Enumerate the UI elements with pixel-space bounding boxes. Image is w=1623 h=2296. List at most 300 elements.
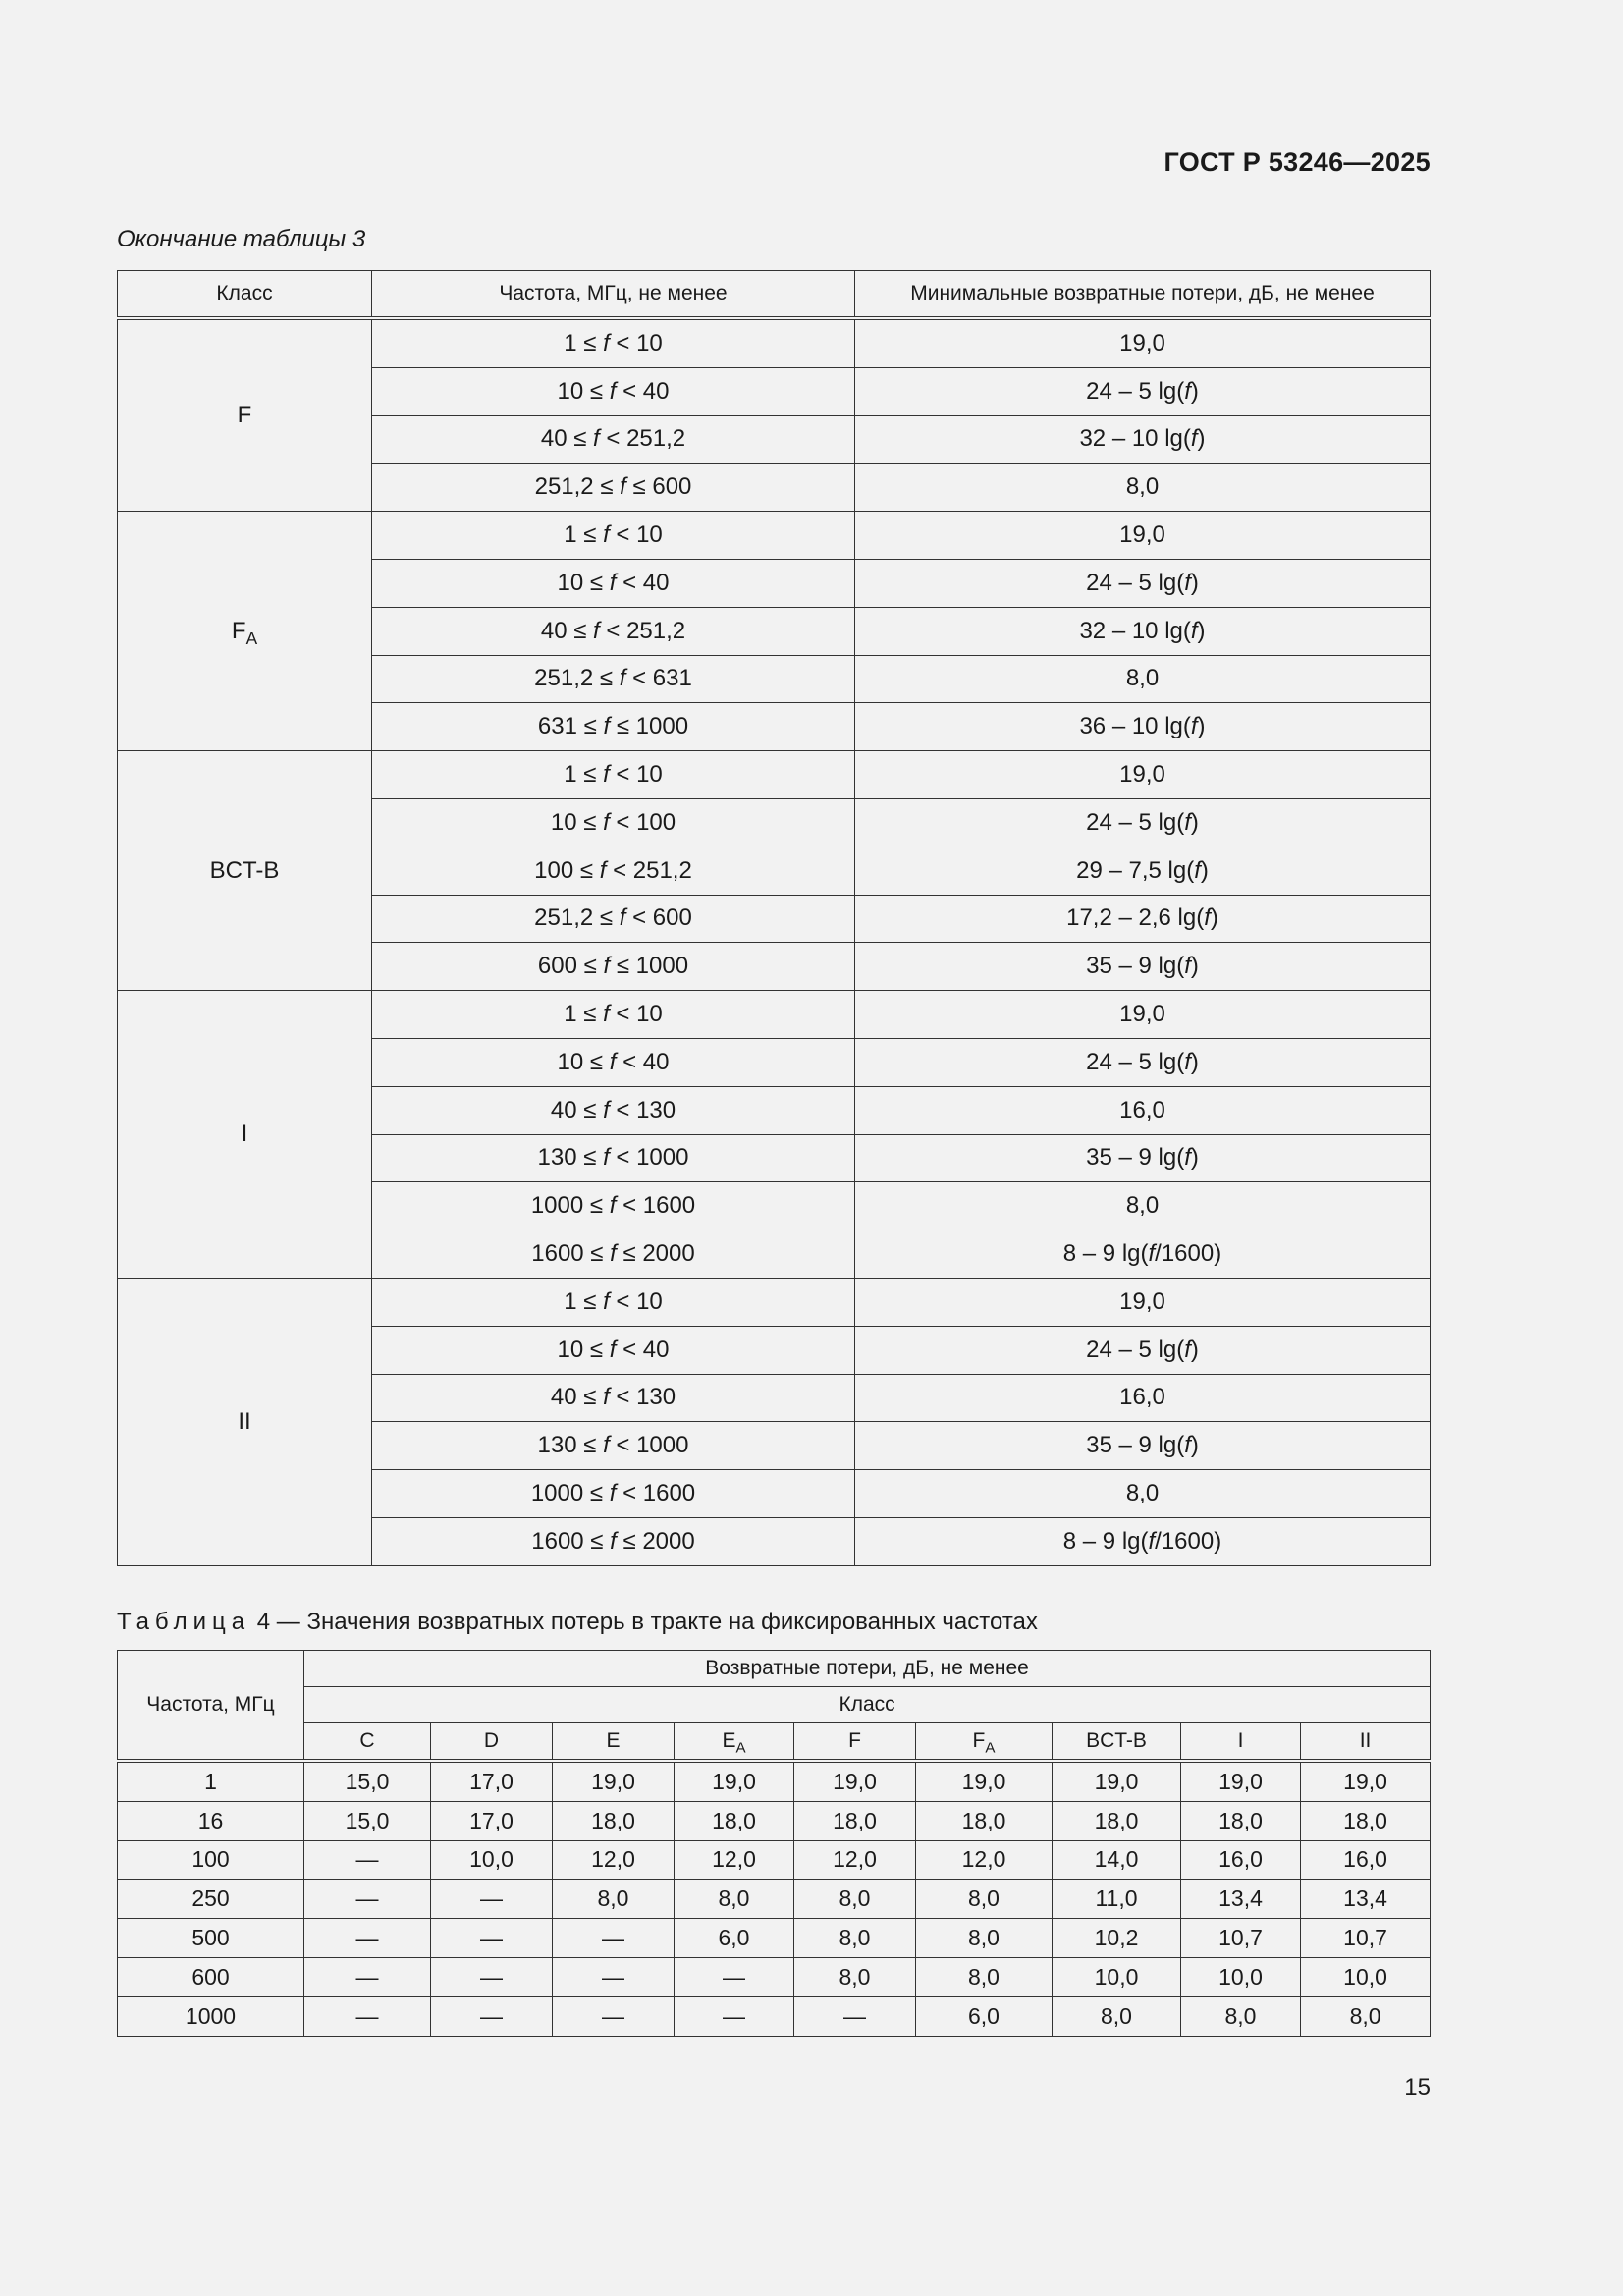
return-loss-cell [855, 847, 1431, 895]
table3-row [118, 991, 1431, 1039]
loss-prefix: 35 – 9 lg( [1086, 1144, 1185, 1172]
loss-prefix: 19,0 [1119, 329, 1165, 356]
table4-value-cell: 18,0 [916, 1801, 1053, 1840]
range-prefix: 130 ≤ [537, 1144, 604, 1172]
table4-value-cell: 19,0 [1301, 1761, 1431, 1801]
return-loss-cell [855, 464, 1431, 512]
class-name: II [238, 1407, 251, 1435]
frequency-range-cell [372, 1422, 855, 1470]
loss-variable: f [1184, 377, 1191, 405]
class-subscript: A [985, 1739, 996, 1757]
document-code: ГОСТ Р 53246—2025 [1163, 147, 1431, 177]
table3-header-frequency: Частота, МГц, не менее [372, 271, 855, 319]
table4-frequency-cell: 1 [118, 1761, 304, 1801]
table4-header-class: Класс [304, 1687, 1431, 1723]
table4 [117, 1650, 1431, 2037]
class-name: I [1237, 1729, 1244, 1752]
loss-suffix: /1600) [1155, 1240, 1222, 1268]
table4-value-cell: 12,0 [553, 1840, 675, 1880]
table4-class-header [1301, 1723, 1431, 1762]
table4-header-return-loss: Возвратные потери, дБ, не менее [304, 1651, 1431, 1687]
table4-value-cell: 10,0 [1301, 1957, 1431, 1996]
loss-prefix: 24 – 5 lg( [1086, 569, 1185, 596]
table4-class-header [304, 1723, 431, 1762]
range-suffix: < 10 [609, 521, 663, 549]
table3 [117, 270, 1431, 1566]
frequency-variable: f [620, 473, 626, 501]
table4-value-cell: 14,0 [1053, 1840, 1181, 1880]
table4-value-cell: — [304, 1840, 431, 1880]
table4-value-cell: 18,0 [1301, 1801, 1431, 1840]
frequency-variable: f [619, 665, 626, 692]
loss-prefix: 8,0 [1125, 1192, 1160, 1220]
range-suffix: < 1600 [616, 1192, 696, 1220]
range-suffix: < 631 [625, 665, 692, 692]
table4-value-cell: — [553, 1996, 675, 2036]
table4-value-cell: 12,0 [794, 1840, 916, 1880]
table4-value-cell: 19,0 [1181, 1761, 1301, 1801]
class-name: C [359, 1729, 375, 1752]
loss-suffix: ) [1200, 856, 1209, 884]
table4-class-header [794, 1723, 916, 1762]
range-suffix: < 40 [616, 1336, 670, 1363]
loss-prefix: 8,0 [1125, 665, 1160, 692]
frequency-variable: f [593, 425, 600, 453]
range-suffix: < 1000 [609, 1144, 689, 1172]
table4-value-cell: 18,0 [1053, 1801, 1181, 1840]
frequency-variable: f [599, 856, 607, 884]
loss-suffix: ) [1190, 953, 1199, 980]
table4-value-cell: 17,0 [431, 1761, 553, 1801]
frequency-range-cell [372, 751, 855, 799]
table4-class-header [1053, 1723, 1181, 1762]
range-prefix: 10 ≤ [557, 1336, 610, 1363]
frequency-range-cell [372, 1374, 855, 1422]
class-subscript: A [735, 1739, 746, 1757]
range-prefix: 40 ≤ [550, 1384, 604, 1411]
frequency-range-cell [372, 847, 855, 895]
table4-value-cell: 8,0 [1181, 1996, 1301, 2036]
return-loss-cell [855, 1134, 1431, 1182]
return-loss-cell [855, 415, 1431, 464]
frequency-range-cell [372, 655, 855, 703]
table4-value-cell: 13,4 [1181, 1880, 1301, 1919]
frequency-range-cell [372, 943, 855, 991]
table4-class-header [1181, 1723, 1301, 1762]
loss-variable: f [1148, 1240, 1156, 1268]
range-prefix: 1 ≤ [564, 521, 604, 549]
return-loss-cell [855, 751, 1431, 799]
return-loss-cell [855, 655, 1431, 703]
table4-value-cell: — [304, 1996, 431, 2036]
table4-value-cell: 18,0 [553, 1801, 675, 1840]
table4-value-cell: 8,0 [794, 1957, 916, 1996]
table4-value-cell: 8,0 [1053, 1996, 1181, 2036]
loss-suffix: ) [1190, 1432, 1199, 1459]
loss-prefix: 29 – 7,5 lg( [1076, 856, 1195, 884]
range-prefix: 40 ≤ [550, 1096, 604, 1123]
table4-value-cell: 16,0 [1181, 1840, 1301, 1880]
loss-prefix: 8 – 9 lg( [1062, 1527, 1149, 1555]
range-suffix: < 10 [609, 329, 663, 356]
table4-value-cell: 12,0 [675, 1840, 794, 1880]
frequency-variable: f [609, 1192, 617, 1220]
table4-caption [117, 1609, 1038, 1636]
range-prefix: 10 ≤ [557, 1048, 610, 1075]
frequency-variable: f [610, 1527, 617, 1555]
loss-variable: f [1190, 713, 1198, 740]
table4-value-cell: — [794, 1996, 916, 2036]
table4-row [118, 1880, 1431, 1919]
loss-prefix: 24 – 5 lg( [1086, 1048, 1185, 1075]
table4-frequency-cell: 250 [118, 1880, 304, 1919]
loss-suffix: ) [1190, 569, 1199, 596]
table4-value-cell: 18,0 [1181, 1801, 1301, 1840]
range-prefix: 631 ≤ [537, 713, 604, 740]
table4-value-cell: 10,7 [1181, 1919, 1301, 1958]
class-name: F [848, 1729, 861, 1752]
table4-row [118, 1761, 1431, 1801]
loss-variable: f [1190, 617, 1198, 644]
class-name: BCT-B [1086, 1729, 1147, 1752]
frequency-range-cell [372, 895, 855, 943]
frequency-variable: f [603, 808, 610, 836]
range-prefix: 1600 ≤ [531, 1527, 611, 1555]
range-suffix: < 1600 [616, 1480, 696, 1507]
loss-variable: f [1184, 1144, 1191, 1172]
table3-body [118, 318, 1431, 1565]
table4-value-cell: 18,0 [794, 1801, 916, 1840]
range-suffix: < 100 [609, 808, 676, 836]
loss-prefix: 35 – 9 lg( [1086, 953, 1185, 980]
range-prefix: 40 ≤ [540, 617, 594, 644]
loss-variable: f [1204, 904, 1211, 932]
return-loss-cell [855, 798, 1431, 847]
frequency-variable: f [609, 1480, 617, 1507]
frequency-variable: f [603, 761, 610, 789]
return-loss-cell [855, 1326, 1431, 1374]
frequency-variable: f [603, 1096, 610, 1123]
loss-variable: f [1194, 856, 1201, 884]
frequency-range-cell [372, 1326, 855, 1374]
loss-prefix: 32 – 10 lg( [1079, 425, 1191, 453]
range-suffix: < 251,2 [606, 856, 692, 884]
table4-value-cell: 8,0 [1301, 1996, 1431, 2036]
table4-value-cell: 8,0 [916, 1880, 1053, 1919]
loss-prefix: 8 – 9 lg( [1062, 1240, 1149, 1268]
table4-value-cell: — [304, 1957, 431, 1996]
loss-suffix: ) [1190, 808, 1199, 836]
range-prefix: 1000 ≤ [530, 1480, 610, 1507]
frequency-range-cell [372, 1230, 855, 1279]
range-prefix: 1600 ≤ [531, 1240, 611, 1268]
class-name: I [241, 1121, 248, 1148]
table3-class-cell [118, 318, 372, 512]
table4-value-cell: 6,0 [675, 1919, 794, 1958]
frequency-range-cell [372, 1470, 855, 1518]
frequency-range-cell [372, 512, 855, 560]
frequency-range-cell [372, 1038, 855, 1086]
loss-variable: f [1184, 953, 1191, 980]
frequency-range-cell [372, 415, 855, 464]
table3-header-return-loss: Минимальные возвратные потери, дБ, не менее [855, 271, 1431, 319]
table4-value-cell: 15,0 [304, 1801, 431, 1840]
loss-prefix: 16,0 [1119, 1096, 1165, 1123]
loss-variable: f [1184, 1432, 1191, 1459]
range-suffix: ≤ 2000 [616, 1527, 695, 1555]
return-loss-cell [855, 991, 1431, 1039]
class-name: BCT-B [209, 856, 280, 884]
loss-suffix: /1600) [1155, 1527, 1222, 1555]
range-prefix: 130 ≤ [537, 1432, 604, 1459]
frequency-variable: f [603, 1432, 610, 1459]
table4-value-cell: 8,0 [916, 1957, 1053, 1996]
return-loss-cell [855, 1278, 1431, 1326]
table4-class-header [916, 1723, 1053, 1762]
frequency-range-cell [372, 703, 855, 751]
frequency-variable: f [603, 1001, 610, 1028]
table4-value-cell: 8,0 [794, 1880, 916, 1919]
range-suffix: < 10 [609, 1001, 663, 1028]
frequency-range-cell [372, 798, 855, 847]
return-loss-cell [855, 943, 1431, 991]
return-loss-cell [855, 703, 1431, 751]
page-number: 15 [1404, 2074, 1431, 2101]
frequency-range-cell [372, 318, 855, 367]
table4-value-cell: 18,0 [675, 1801, 794, 1840]
table4-row [118, 1957, 1431, 1996]
table4-frequency-cell: 100 [118, 1840, 304, 1880]
frequency-variable: f [603, 1287, 610, 1315]
frequency-variable: f [609, 377, 617, 405]
return-loss-cell [855, 1086, 1431, 1134]
table4-value-cell: 6,0 [916, 1996, 1053, 2036]
frequency-variable: f [603, 953, 611, 980]
table3-class-cell [118, 991, 372, 1279]
table4-frequency-cell: 1000 [118, 1996, 304, 2036]
return-loss-cell [855, 1230, 1431, 1279]
frequency-range-cell [372, 1278, 855, 1326]
frequency-variable: f [610, 1240, 617, 1268]
range-prefix: 100 ≤ [534, 856, 600, 884]
table4-value-cell: — [675, 1996, 794, 2036]
frequency-range-cell [372, 991, 855, 1039]
table4-value-cell: 8,0 [675, 1880, 794, 1919]
range-prefix: 1 ≤ [564, 1287, 604, 1315]
frequency-range-cell [372, 1134, 855, 1182]
table4-value-cell: — [431, 1919, 553, 1958]
loss-prefix: 24 – 5 lg( [1086, 377, 1185, 405]
class-name: F [231, 617, 246, 644]
table4-value-cell: 15,0 [304, 1761, 431, 1801]
table4-value-cell: — [304, 1919, 431, 1958]
loss-prefix: 17,2 – 2,6 lg( [1066, 904, 1205, 932]
table4-header-frequency: Частота, МГц [118, 1651, 304, 1762]
frequency-variable: f [619, 904, 626, 932]
table4-value-cell: 16,0 [1301, 1840, 1431, 1880]
loss-prefix: 35 – 9 lg( [1086, 1432, 1185, 1459]
range-suffix: < 40 [616, 569, 670, 596]
class-name: F [237, 402, 252, 429]
range-prefix: 10 ≤ [550, 808, 604, 836]
loss-suffix: ) [1190, 1336, 1199, 1363]
table4-row [118, 1919, 1431, 1958]
table4-value-cell: 17,0 [431, 1801, 553, 1840]
table3-class-cell [118, 512, 372, 751]
range-prefix: 1000 ≤ [530, 1192, 610, 1220]
table4-value-cell: — [553, 1957, 675, 1996]
table4-frequency-cell: 500 [118, 1919, 304, 1958]
frequency-range-cell [372, 464, 855, 512]
table4-frequency-cell: 16 [118, 1801, 304, 1840]
table4-class-row [118, 1723, 1431, 1762]
table3-row [118, 512, 1431, 560]
range-suffix: < 40 [616, 1048, 670, 1075]
range-suffix: < 1000 [609, 1432, 689, 1459]
table4-frequency-cell: 600 [118, 1957, 304, 1996]
range-suffix: < 600 [625, 904, 692, 932]
loss-suffix: ) [1210, 904, 1218, 932]
loss-suffix: ) [1197, 713, 1206, 740]
table4-body [118, 1761, 1431, 2036]
table4-value-cell: 12,0 [916, 1840, 1053, 1880]
return-loss-cell [855, 1374, 1431, 1422]
table4-value-cell: 10,2 [1053, 1919, 1181, 1958]
table3-header-class: Класс [118, 271, 372, 319]
frequency-variable: f [609, 1048, 617, 1075]
range-suffix: ≤ 2000 [616, 1240, 695, 1268]
frequency-variable: f [609, 569, 617, 596]
frequency-range-cell [372, 1086, 855, 1134]
table4-row [118, 1840, 1431, 1880]
loss-prefix: 8,0 [1125, 473, 1160, 501]
table4-caption-label: Таблица [117, 1609, 251, 1635]
table4-row [118, 1801, 1431, 1840]
range-suffix: < 130 [609, 1384, 676, 1411]
range-prefix: 1 ≤ [564, 761, 604, 789]
class-name: D [483, 1729, 500, 1752]
range-suffix: < 10 [609, 1287, 663, 1315]
range-suffix: < 251,2 [599, 617, 686, 644]
frequency-variable: f [593, 617, 600, 644]
loss-suffix: ) [1190, 377, 1199, 405]
range-prefix: 1 ≤ [564, 329, 604, 356]
table4-value-cell: 8,0 [916, 1919, 1053, 1958]
range-suffix: < 10 [609, 761, 663, 789]
range-prefix: 251,2 ≤ [534, 904, 620, 932]
frequency-variable: f [603, 713, 611, 740]
loss-suffix: ) [1190, 1144, 1199, 1172]
return-loss-cell [855, 607, 1431, 655]
table4-value-cell: — [675, 1957, 794, 1996]
return-loss-cell [855, 318, 1431, 367]
return-loss-cell [855, 1422, 1431, 1470]
return-loss-cell [855, 1470, 1431, 1518]
loss-suffix: ) [1190, 1048, 1199, 1075]
frequency-range-cell [372, 1182, 855, 1230]
frequency-variable: f [603, 1144, 610, 1172]
range-suffix: < 130 [609, 1096, 676, 1123]
frequency-range-cell [372, 559, 855, 607]
table4-caption-text: 4 — Значения возвратных потерь в тракте на фиксированных частотах [256, 1609, 1038, 1635]
loss-variable: f [1190, 425, 1198, 453]
return-loss-cell [855, 895, 1431, 943]
return-loss-cell [855, 1517, 1431, 1565]
table4-value-cell: — [553, 1919, 675, 1958]
table4-class-header [675, 1723, 794, 1762]
loss-variable: f [1184, 1048, 1191, 1075]
class-name: II [1359, 1729, 1372, 1752]
loss-prefix: 36 – 10 lg( [1079, 713, 1191, 740]
loss-suffix: ) [1197, 425, 1206, 453]
return-loss-cell [855, 1182, 1431, 1230]
loss-prefix: 19,0 [1119, 761, 1165, 789]
frequency-range-cell [372, 607, 855, 655]
return-loss-cell [855, 512, 1431, 560]
class-subscript: A [245, 628, 258, 648]
table4-value-cell: 19,0 [675, 1761, 794, 1801]
table4-value-cell: 19,0 [794, 1761, 916, 1801]
loss-variable: f [1184, 1336, 1191, 1363]
range-suffix: ≤ 1000 [610, 953, 689, 980]
range-prefix: 10 ≤ [557, 569, 610, 596]
table4-value-cell: — [431, 1880, 553, 1919]
table4-value-cell: 10,0 [1181, 1957, 1301, 1996]
loss-prefix: 32 – 10 lg( [1079, 617, 1191, 644]
table4-value-cell: 10,0 [1053, 1957, 1181, 1996]
table4-value-cell: 10,0 [431, 1840, 553, 1880]
table4-value-cell: — [304, 1880, 431, 1919]
table4-value-cell: 11,0 [1053, 1880, 1181, 1919]
table4-class-header [431, 1723, 553, 1762]
table4-value-cell: — [431, 1996, 553, 2036]
table4-class-header [553, 1723, 675, 1762]
loss-prefix: 19,0 [1119, 521, 1165, 549]
loss-prefix: 8,0 [1125, 1480, 1160, 1507]
range-suffix: < 40 [616, 377, 670, 405]
frequency-variable: f [603, 521, 610, 549]
loss-prefix: 16,0 [1119, 1384, 1165, 1411]
frequency-range-cell [372, 367, 855, 415]
frequency-variable: f [603, 329, 610, 356]
loss-prefix: 24 – 5 lg( [1086, 1336, 1185, 1363]
table4-value-cell: 19,0 [1053, 1761, 1181, 1801]
frequency-variable: f [609, 1336, 617, 1363]
loss-prefix: 19,0 [1119, 1287, 1165, 1315]
table3-class-cell [118, 751, 372, 991]
range-prefix: 251,2 ≤ [534, 665, 620, 692]
frequency-range-cell [372, 1517, 855, 1565]
loss-variable: f [1184, 569, 1191, 596]
table3-row [118, 751, 1431, 799]
loss-variable: f [1148, 1527, 1156, 1555]
range-prefix: 600 ≤ [537, 953, 604, 980]
table4-value-cell: 10,7 [1301, 1919, 1431, 1958]
table4-row [118, 1996, 1431, 2036]
table3-caption: Окончание таблицы 3 [117, 226, 366, 252]
class-name: F [972, 1729, 986, 1752]
class-name: E [722, 1729, 736, 1752]
return-loss-cell [855, 367, 1431, 415]
loss-prefix: 24 – 5 lg( [1086, 808, 1185, 836]
table4-value-cell: 8,0 [553, 1880, 675, 1919]
table4-value-cell: 19,0 [553, 1761, 675, 1801]
loss-prefix: 19,0 [1119, 1001, 1165, 1028]
loss-suffix: ) [1197, 617, 1206, 644]
table4-value-cell: 19,0 [916, 1761, 1053, 1801]
return-loss-cell [855, 559, 1431, 607]
range-prefix: 10 ≤ [557, 377, 610, 405]
